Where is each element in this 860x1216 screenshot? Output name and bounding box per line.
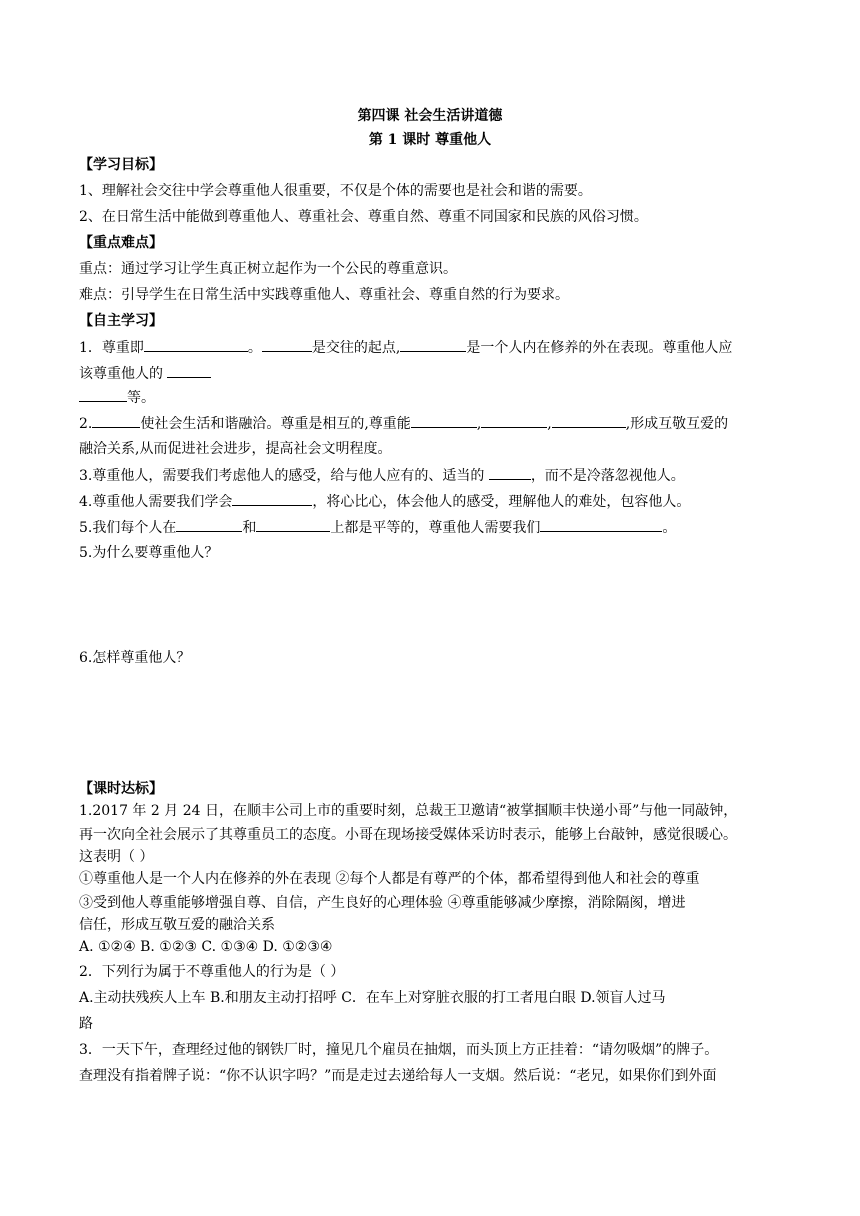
q1-blank-3[interactable] xyxy=(400,337,466,352)
self-study-q2 xyxy=(79,413,784,434)
q5-text-d: 。 xyxy=(662,520,677,536)
self-study-q5 xyxy=(79,517,784,538)
lesson-title: 第四课 社会生活讲道德 xyxy=(357,108,503,124)
self-study-q1-cont xyxy=(79,363,784,384)
practice-heading: 【课时达标】 xyxy=(79,781,163,797)
q2-text-e: ,形成互敬互爱的 xyxy=(625,416,729,432)
self-study-q2-cont: 融洽关系,从而促进社会进步，提高社会文明程度。 xyxy=(79,441,392,457)
self-study-q1-end xyxy=(79,387,784,408)
q5-text-c: 上都是平等的，尊重他人需要我们 xyxy=(330,520,541,536)
practice-q2-choices-line2: 路 xyxy=(79,1016,93,1032)
practice-q1-option-line1: ①尊重他人是一个人内在修养的外在表现 ②每个人都是有尊严的个体，都希望得到他人和社会的尊重 xyxy=(79,871,700,887)
q2-blank-1[interactable] xyxy=(92,413,140,428)
goal-item-2: 2、在日常生活中能做到尊重他人、尊重社会、尊重自然、尊重不同国家和民族的风俗习惯。 xyxy=(79,209,648,225)
q3-text-b: ，而不是冷落忽视他人。 xyxy=(530,468,685,484)
q2-text-b: 使社会生活和谐融洽。尊重是相互的,尊重能 xyxy=(140,416,411,432)
q2-text-d: , xyxy=(547,416,552,432)
q2-text-a: 2. xyxy=(79,416,93,432)
self-study-q1 xyxy=(79,337,784,358)
q1-text-f: 等。 xyxy=(127,390,155,406)
q5-blank-3[interactable] xyxy=(540,517,662,532)
practice-q2-choices-line1: A.主动扶残疾人上车 B.和朋友主动打招呼 C．在车上对穿脏衣服的打工者甩白眼 D.领盲人过马 xyxy=(79,990,666,1006)
goals-heading: 【学习目标】 xyxy=(79,157,163,173)
q1-text-a: 1．尊重即 xyxy=(79,340,144,356)
q5-text-b: 和 xyxy=(242,520,257,536)
q1-blank-4[interactable] xyxy=(167,363,211,378)
key-points-heading: 【重点难点】 xyxy=(79,235,163,251)
q1-blank-1[interactable] xyxy=(144,337,248,352)
practice-q2-stem: 2．下列行为属于不尊重他人的行为是（ ） xyxy=(79,964,345,980)
practice-q1-line3: 这表明（ ） xyxy=(79,849,154,865)
q1-text-d: 是一个人内在修养的外在表现。尊重他人应 xyxy=(466,340,733,356)
goal-item-1: 1、理解社会交往中学会尊重他人很重要，不仅是个体的需要也是社会和谐的需要。 xyxy=(79,183,592,199)
q3-blank-1[interactable] xyxy=(489,465,531,480)
q2-blank-2[interactable] xyxy=(411,413,477,428)
session-title: 第 1 课时 尊重他人 xyxy=(368,132,492,148)
self-study-how: 6.怎样尊重他人？ xyxy=(79,650,191,666)
practice-q1-line1: 1.2017 年 2 月 24 日，在顺丰公司上市的重要时刻，总裁王卫邀请“被掌掴顺丰快递小哥”与他一同敲钟， xyxy=(79,803,738,819)
q2-blank-3[interactable] xyxy=(481,413,547,428)
self-study-q4 xyxy=(79,491,784,512)
difficulty-point: 难点：引导学生在日常生活中实践尊重他人、尊重社会、尊重自然的行为要求。 xyxy=(79,287,569,303)
q1-text-b: 。 xyxy=(247,340,262,356)
q5-blank-2[interactable] xyxy=(256,517,330,532)
practice-q1-option-line3: 信任，形成互敬互爱的融洽关系 xyxy=(79,917,275,933)
key-point: 重点：通过学习让学生真正树立起作为一个公民的尊重意识。 xyxy=(79,261,457,277)
self-study-why: 5.为什么要尊重他人？ xyxy=(79,545,219,561)
practice-q1-line2: 再一次向全社会展示了其尊重员工的态度。小哥在现场接受媒体采访时表示，能够上台敲钟，感觉很暖心。 xyxy=(79,827,737,843)
practice-q1-option-line2: ③受到他人尊重能够增强自尊、自信，产生良好的心理体验 ④尊重能够减少摩擦，消除隔阂，增进 xyxy=(79,895,686,911)
q4-text-a: 4.尊重他人需要我们学会 xyxy=(79,494,233,510)
q5-blank-1[interactable] xyxy=(176,517,242,532)
self-study-heading: 【自主学习】 xyxy=(79,313,163,329)
q1-text-e: 该尊重他人的 xyxy=(79,366,168,382)
q2-blank-4[interactable] xyxy=(552,413,626,428)
q1-blank-2[interactable] xyxy=(262,337,312,352)
practice-q1-choices: A. ①②④ B. ①②③ C. ①③④ D. ①②③④ xyxy=(79,939,333,955)
q1-text-c: 是交往的起点, xyxy=(311,340,401,356)
q4-blank-1[interactable] xyxy=(232,491,312,506)
practice-q3-line2: 查理没有指着牌子说：“你不认识字吗？”而是走过去递给每人一支烟。然后说：“老兄，如果你们到外面 xyxy=(79,1068,717,1084)
q3-text-a: 3.尊重他人，需要我们考虑他人的感受，给与他人应有的、适当的 xyxy=(79,468,489,484)
q2-text-c: , xyxy=(476,416,482,432)
q1-blank-5[interactable] xyxy=(79,387,127,402)
practice-q3-line1: 3．一天下午，查理经过他的钢铁厂时，撞见几个雇员在抽烟，而头顶上方正挂着：“请勿吸烟”的牌子。 xyxy=(79,1042,719,1058)
self-study-q3 xyxy=(79,465,784,486)
q5-text-a: 5.我们每个人在 xyxy=(79,520,177,536)
q4-text-b: ，将心比心，体会他人的感受，理解他人的难处，包容他人。 xyxy=(312,494,691,510)
